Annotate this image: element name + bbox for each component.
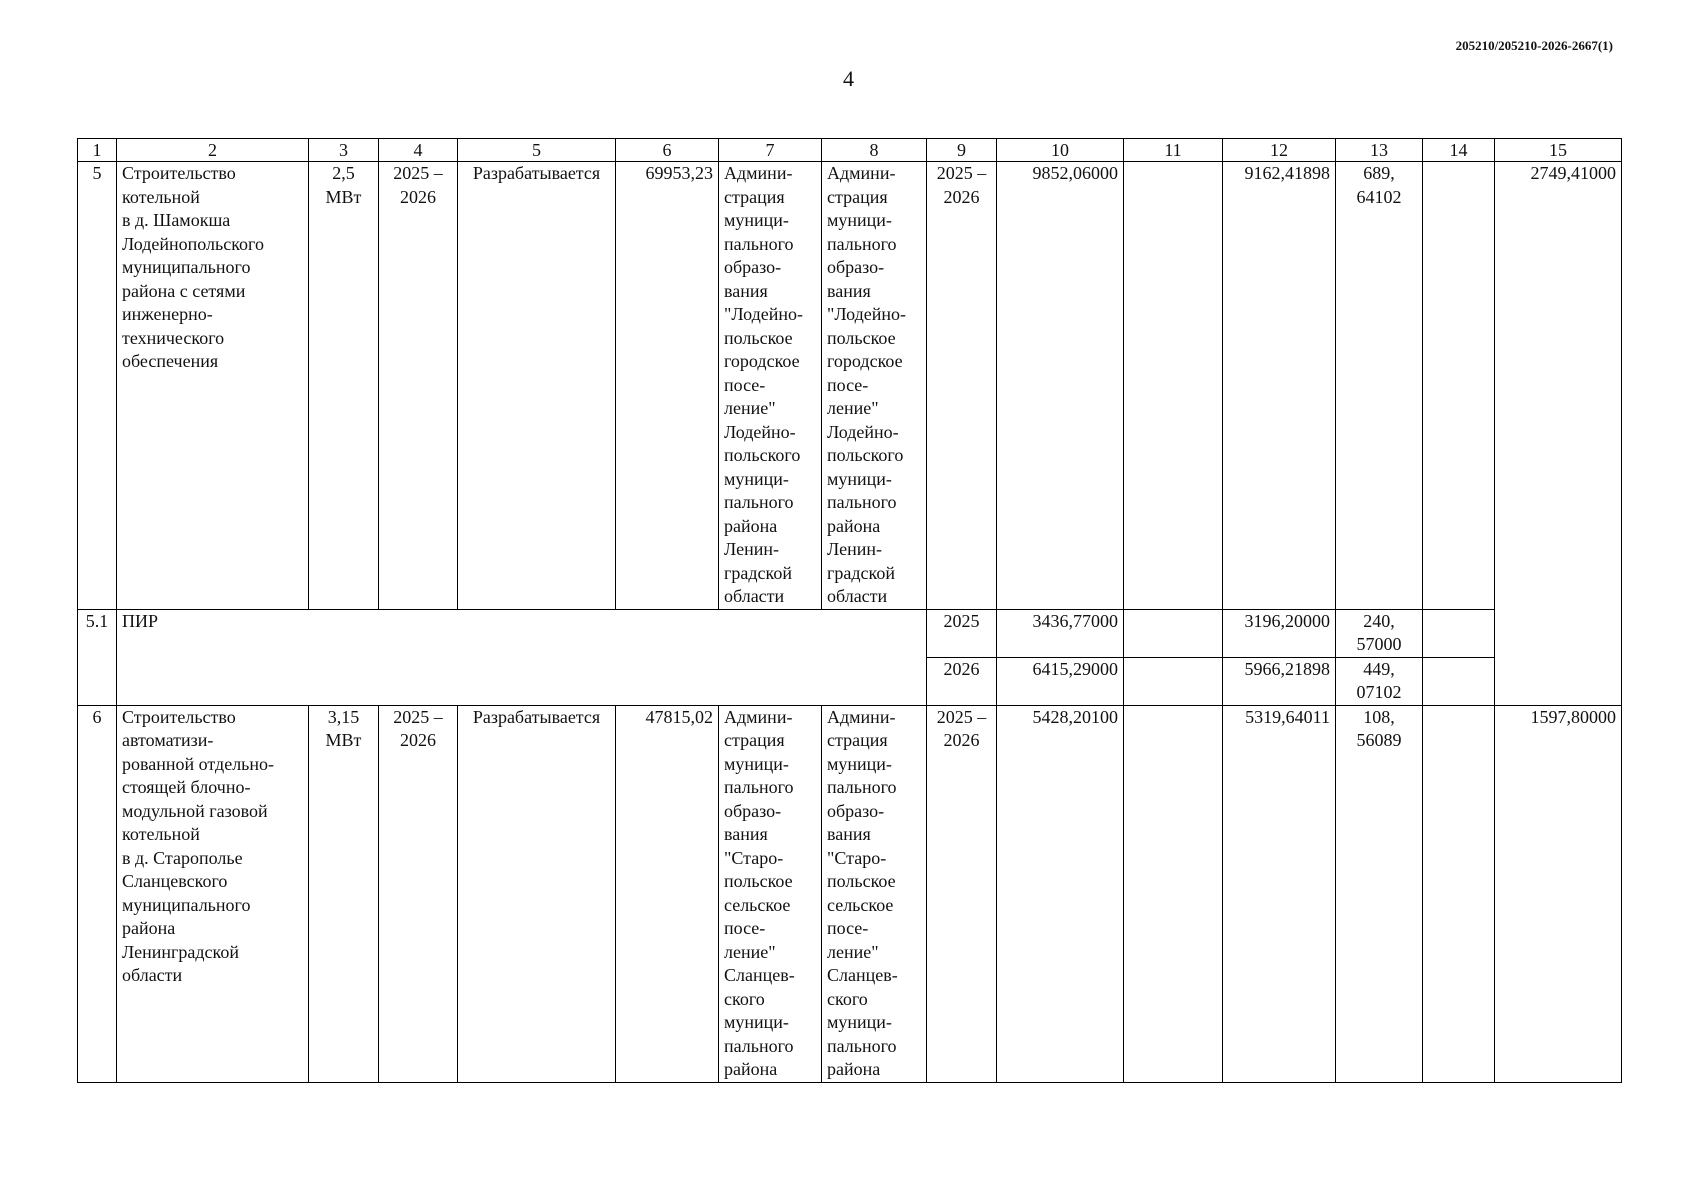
column-number-row xyxy=(78,139,1622,162)
regional-budget: 5319,64011 xyxy=(1223,705,1336,1082)
row-number: 5.1 xyxy=(78,609,117,705)
regional-budget: 5966,21898 xyxy=(1223,657,1336,705)
column-number: 3 xyxy=(309,139,379,162)
empty-cell xyxy=(1124,657,1223,705)
empty-cell xyxy=(1423,657,1495,705)
total-financing: 3436,77000 xyxy=(997,609,1124,657)
table-row xyxy=(78,609,1622,657)
column-number: 7 xyxy=(719,139,822,162)
table-row xyxy=(78,705,1622,1082)
row-number: 6 xyxy=(78,705,117,1082)
local-budget: 449, 07102 xyxy=(1336,657,1423,705)
customer: Админи- страция муници- пального образо- вания "Старо- польское сельское посе- ление" Сланцев- ского муници- пального района xyxy=(719,705,822,1082)
financing-years: 2025 – 2026 xyxy=(927,705,997,1082)
other-sources: 1597,80000 xyxy=(1495,705,1622,1082)
financing-year: 2025 xyxy=(927,609,997,657)
empty-cell xyxy=(1124,162,1223,610)
object-name: Строительство автоматизи- рованной отдельно- стоящей блочно- модульной газовой котельной в д. Старополье Сланцевского муниципального района Ленинградской области xyxy=(117,705,309,1082)
column-number: 12 xyxy=(1223,139,1336,162)
document-id: 205210/205210-2026-2667(1) xyxy=(1455,38,1613,53)
estimated-cost: 47815,02 xyxy=(616,705,719,1082)
project-status: Разрабатывается xyxy=(458,705,616,1082)
column-number: 14 xyxy=(1423,139,1495,162)
column-number: 5 xyxy=(458,139,616,162)
empty-cell xyxy=(1423,162,1495,610)
construction-period: 2025 – 2026 xyxy=(379,162,458,610)
regional-budget: 9162,41898 xyxy=(1223,162,1336,610)
empty-cell xyxy=(1124,609,1223,657)
construction-period: 2025 – 2026 xyxy=(379,705,458,1082)
page-number: 4 xyxy=(843,66,854,91)
program-table xyxy=(77,138,1622,1083)
empty-cell xyxy=(1124,705,1223,1082)
column-number: 1 xyxy=(78,139,117,162)
financing-years: 2025 – 2026 xyxy=(927,162,997,610)
subitem-label: ПИР xyxy=(117,609,927,705)
local-budget: 108, 56089 xyxy=(1336,705,1423,1082)
customer: Админи- страция муници- пального образо- вания "Лодейно- польское городское посе- ление" Лодейно- польского муници- пального района Ленин- градской области xyxy=(719,162,822,610)
total-financing: 5428,20100 xyxy=(997,705,1124,1082)
table-row xyxy=(78,162,1622,610)
regional-budget: 3196,20000 xyxy=(1223,609,1336,657)
column-number: 13 xyxy=(1336,139,1423,162)
contractor: Админи- страция муници- пального образо- вания "Старо- польское сельское посе- ление" Сланцев- ского муници- пального района xyxy=(822,705,927,1082)
total-financing: 6415,29000 xyxy=(997,657,1124,705)
column-number: 9 xyxy=(927,139,997,162)
total-financing: 9852,06000 xyxy=(997,162,1124,610)
contractor: Админи- страция муници- пального образо- вания "Лодейно- польское городское посе- ление" Лодейно- польского муници- пального района Ленин- градской области xyxy=(822,162,927,610)
column-number: 2 xyxy=(117,139,309,162)
project-status: Разрабатывается xyxy=(458,162,616,610)
column-number: 11 xyxy=(1124,139,1223,162)
empty-cell xyxy=(1423,705,1495,1082)
estimated-cost: 69953,23 xyxy=(616,162,719,610)
object-name: Строительство котельной в д. Шамокша Лодейнопольского муниципального района с сетями инженерно- технического обеспечения xyxy=(117,162,309,610)
financing-year: 2026 xyxy=(927,657,997,705)
other-sources: 2749,41000 xyxy=(1495,162,1622,706)
column-number: 6 xyxy=(616,139,719,162)
local-budget: 689, 64102 xyxy=(1336,162,1423,610)
column-number: 4 xyxy=(379,139,458,162)
column-number: 8 xyxy=(822,139,927,162)
local-budget: 240, 57000 xyxy=(1336,609,1423,657)
power-capacity: 3,15 МВт xyxy=(309,705,379,1082)
column-number: 10 xyxy=(997,139,1124,162)
row-number: 5 xyxy=(78,162,117,610)
empty-cell xyxy=(1423,609,1495,657)
power-capacity: 2,5 МВт xyxy=(309,162,379,610)
column-number: 15 xyxy=(1495,139,1622,162)
